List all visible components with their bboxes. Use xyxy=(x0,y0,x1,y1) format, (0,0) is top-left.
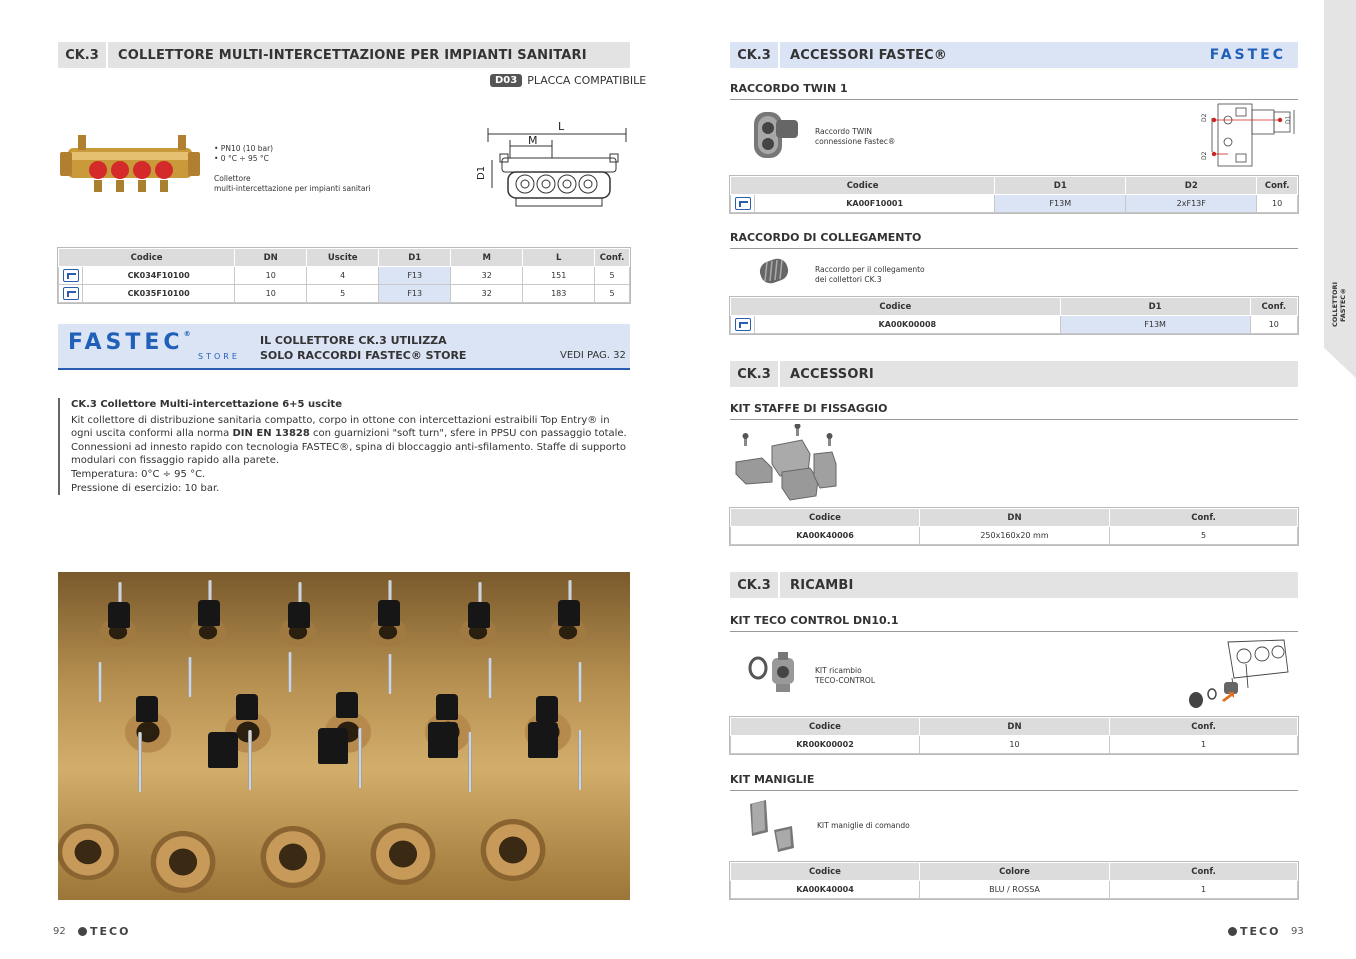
col-header-d1: D1 xyxy=(995,177,1126,195)
cell-dn: 10 xyxy=(235,267,307,285)
manifold-product-image xyxy=(60,130,200,200)
manifold-technical-drawing xyxy=(470,118,630,218)
cell-code: CK034F10100 xyxy=(83,267,235,285)
banner-line-2: SOLO RACCORDI FASTEC® STORE xyxy=(260,349,467,362)
fastec-logo-reg: ® xyxy=(183,330,195,338)
section-code: CK.3 xyxy=(730,42,780,68)
collector-spec-table xyxy=(58,248,630,303)
row-type-icon xyxy=(731,195,755,213)
description-pressure: Pressione di esercizio: 10 bar. xyxy=(71,482,220,494)
svg-text:D2: D2 xyxy=(1201,113,1208,122)
col-header-code: Codice xyxy=(731,298,1061,316)
col-header-d1: D1 xyxy=(1060,298,1250,316)
table-row[interactable] xyxy=(731,316,1298,334)
section-title: COLLETTORE MULTI-INTERCETTAZIONE PER IMPIANTI SANITARI xyxy=(118,47,587,63)
subhead-collegamento: RACCORDO DI COLLEGAMENTO xyxy=(730,231,1298,249)
col-header-outlets: Uscite xyxy=(307,249,379,267)
fastec-logo-text: FASTEC xyxy=(68,330,184,355)
cell-code: KA00F10001 xyxy=(755,195,995,213)
product-description xyxy=(58,398,630,495)
dim-label-l: L xyxy=(558,120,565,133)
cell-code: CK035F10100 xyxy=(83,285,235,303)
plate-badge: D03 xyxy=(490,74,522,87)
section-code: CK.3 xyxy=(730,572,780,598)
col-header-dn: DN xyxy=(920,718,1110,736)
cell-d1: F13M xyxy=(1060,316,1250,334)
staffe-spec-table xyxy=(730,508,1298,545)
dim-label-d1: D1 xyxy=(476,165,487,180)
subhead-maniglie: KIT MANIGLIE xyxy=(730,773,1298,791)
cell-dn: 250x160x20 mm xyxy=(920,527,1110,545)
table-row[interactable] xyxy=(731,881,1298,899)
twin-technical-drawing xyxy=(1198,100,1298,170)
teco-logo-right: TECO xyxy=(1228,925,1280,938)
cell-conf: 1 xyxy=(1110,736,1298,754)
cell-d1: F13 xyxy=(379,267,451,285)
note-temp: • 0 °C ÷ 95 °C xyxy=(214,154,269,163)
fastec-logo-small: FASTEC xyxy=(1209,47,1286,63)
plate-label: PLACCA COMPATIBILE xyxy=(527,74,647,87)
cell-m: 32 xyxy=(451,267,523,285)
banner-line-1: IL COLLETTORE CK.3 UTILIZZA xyxy=(260,334,447,347)
col-header-d2: D2 xyxy=(1126,177,1257,195)
teco-control-kit-image xyxy=(746,650,802,696)
teco-control-exploded-drawing xyxy=(1184,638,1290,712)
cell-code: KA00K40006 xyxy=(731,527,920,545)
row-type-icon xyxy=(59,285,83,303)
ricambi-header xyxy=(730,572,1298,598)
col-header-conf: Conf. xyxy=(595,249,630,267)
compatible-plate xyxy=(490,74,646,87)
collegamento-note: Raccordo per il collegamento dei collettori CK.3 xyxy=(815,265,925,284)
dim-label-m: M xyxy=(528,134,538,147)
twin-spec-table xyxy=(730,176,1298,213)
teco-logo-left: TECO xyxy=(78,925,130,938)
cell-d1: F13M xyxy=(995,195,1126,213)
col-header-m: M xyxy=(451,249,523,267)
row-type-icon xyxy=(731,316,755,334)
col-header-code: Codice xyxy=(731,718,920,736)
section-code: CK.3 xyxy=(58,42,108,68)
page-number-right: 93 xyxy=(1291,926,1304,937)
table-row[interactable] xyxy=(731,527,1298,545)
accessori-header xyxy=(730,361,1298,387)
handle-kit-image xyxy=(744,796,800,856)
col-header-code: Codice xyxy=(731,863,920,881)
subhead-teco-control: KIT TECO CONTROL DN10.1 xyxy=(730,614,1298,632)
collegamento-spec-table xyxy=(730,297,1298,334)
cell-code: KA00K40004 xyxy=(731,881,920,899)
maniglie-note: KIT maniglie di comando xyxy=(817,821,910,830)
accessori-fastec-header xyxy=(730,42,1298,68)
note-pn: • PN10 (10 bar) xyxy=(214,144,274,153)
cell-conf: 10 xyxy=(1257,195,1298,213)
cell-conf: 10 xyxy=(1250,316,1297,334)
table-row[interactable] xyxy=(59,285,630,303)
svg-text:D1: D1 xyxy=(1285,115,1292,124)
maniglie-spec-table xyxy=(730,862,1298,899)
section-title: ACCESSORI xyxy=(790,366,874,382)
fastec-store-label: STORE xyxy=(198,352,240,361)
description-temperature: Temperatura: 0°C ÷ 95 °C. xyxy=(71,468,206,480)
cell-l: 151 xyxy=(523,267,595,285)
table-row[interactable] xyxy=(731,195,1298,213)
col-header-code: Codice xyxy=(731,177,995,195)
cell-color: BLU / ROSSA xyxy=(920,881,1110,899)
left-section-header xyxy=(58,42,630,68)
cell-outlets: 4 xyxy=(307,267,379,285)
table-row[interactable] xyxy=(59,267,630,285)
col-header-dn: DN xyxy=(235,249,307,267)
cell-code: KA00K00008 xyxy=(755,316,1061,334)
product-photo xyxy=(58,572,630,900)
cell-outlets: 5 xyxy=(307,285,379,303)
col-header-conf: Conf. xyxy=(1110,718,1298,736)
section-title: ACCESSORI FASTEC® xyxy=(790,47,948,63)
cell-code: KR00K00002 xyxy=(731,736,920,754)
twin-note: Raccordo TWIN connessione Fastec® xyxy=(815,127,896,146)
chapter-side-tab-label: COLLETTORI FASTEC® xyxy=(1331,282,1347,327)
col-header-code: Codice xyxy=(59,249,235,267)
fastec-logo xyxy=(68,330,195,355)
col-header-dn: DN xyxy=(920,509,1110,527)
table-row[interactable] xyxy=(731,736,1298,754)
col-header-conf: Conf. xyxy=(1110,863,1298,881)
col-header-d1: D1 xyxy=(379,249,451,267)
col-header-conf: Conf. xyxy=(1110,509,1298,527)
svg-text:D2: D2 xyxy=(1201,151,1208,160)
banner-page-ref[interactable]: VEDI PAG. 32 xyxy=(560,350,626,361)
section-code: CK.3 xyxy=(730,361,780,387)
col-header-code: Codice xyxy=(731,509,920,527)
bracket-kit-image xyxy=(732,424,840,504)
cell-l: 183 xyxy=(523,285,595,303)
cell-d1: F13 xyxy=(379,285,451,303)
cell-dn: 10 xyxy=(235,285,307,303)
cell-m: 32 xyxy=(451,285,523,303)
cell-conf: 5 xyxy=(1110,527,1298,545)
teco-control-spec-table xyxy=(730,717,1298,754)
cell-d2: 2xF13F xyxy=(1126,195,1257,213)
teco-control-note: KIT ricambio TECO-CONTROL xyxy=(815,666,875,685)
description-body: Kit collettore di distribuzione sanitaria compatto, corpo in ottone con intercettazioni estraibili Top Entry® in ogni uscita conformi alla norma DIN EN 13828 con guarnizioni "soft turn", sfere in PPSU con passaggio totale. Connessioni ad innesto rapido con tecnologia FASTEC®, spina di bloccaggio anti-sfilamento. Staffe di supporto modulari con fissaggio rapido alla parete. xyxy=(71,414,627,467)
note-collettore-desc: multi-intercettazione per impianti sanitari xyxy=(214,184,371,193)
teco-mark-icon xyxy=(1228,927,1237,936)
col-header-conf: Conf. xyxy=(1257,177,1298,195)
fastec-banner[interactable] xyxy=(58,324,630,370)
row-type-icon xyxy=(59,267,83,285)
connection-fitting-image xyxy=(756,256,792,286)
cell-conf: 5 xyxy=(595,285,630,303)
teco-mark-icon xyxy=(78,927,87,936)
cell-dn: 10 xyxy=(920,736,1110,754)
page-number-left: 92 xyxy=(53,926,66,937)
cell-conf: 1 xyxy=(1110,881,1298,899)
subhead-staffe: KIT STAFFE DI FISSAGGIO xyxy=(730,402,1298,420)
product-notes xyxy=(214,144,371,194)
subhead-twin: RACCORDO TWIN 1 xyxy=(730,82,1298,100)
twin-fitting-image xyxy=(748,106,808,164)
col-header-color: Colore xyxy=(920,863,1110,881)
note-collettore: Collettore xyxy=(214,174,251,183)
col-header-conf: Conf. xyxy=(1250,298,1297,316)
col-header-l: L xyxy=(523,249,595,267)
section-title: RICAMBI xyxy=(790,577,854,593)
cell-conf: 5 xyxy=(595,267,630,285)
description-title: CK.3 Collettore Multi-intercettazione 6+5 uscite xyxy=(71,399,342,410)
